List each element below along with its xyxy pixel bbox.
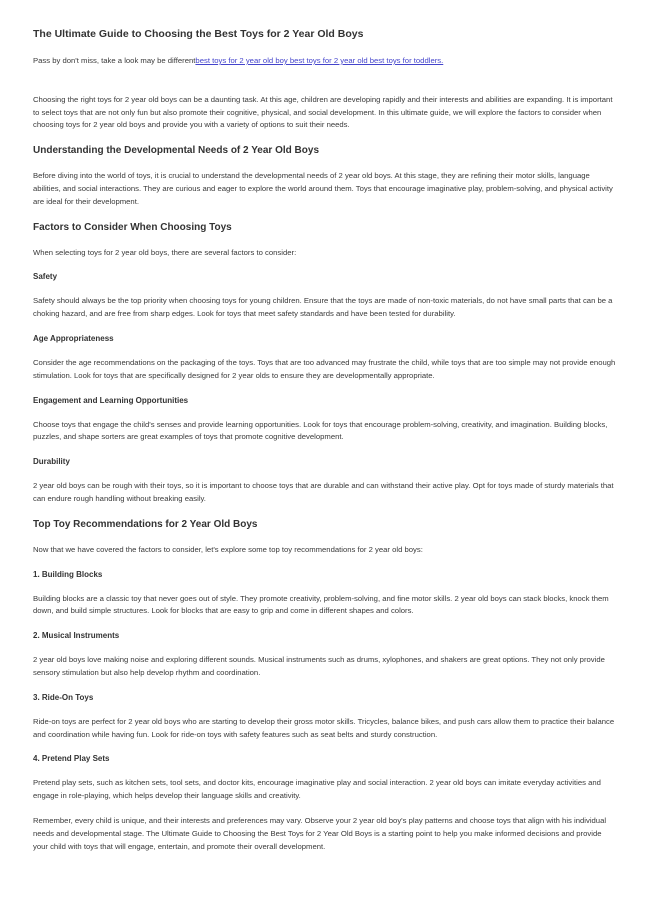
paragraph: Building blocks are a classic toy that never goes out of style. They promote creativity, problem-solving, and fine motor skills. 2 year old boys can stack blocks, knock them down, and build simple structures. Look for blocks that are easy to grip and come in different shapes and colors. bbox=[33, 593, 609, 616]
subsection-heading: 3. Ride-On Toys bbox=[33, 692, 94, 702]
paragraph: Before diving into the world of toys, it is crucial to understand the developmental needs of 2 year old boys. At this stage, they are refining their motor skills, language abilities, and social interactions. They are curious and eager to explore the world around them. Toys that encourage imaginative play, problem-solving, and physical activity are ideal for their development. bbox=[33, 171, 613, 206]
section-heading: Top Toy Recommendations for 2 Year Old Boys bbox=[33, 518, 258, 530]
section-heading: Understanding the Developmental Needs of 2 Year Old Boys bbox=[33, 145, 320, 157]
subsection-heading: Safety bbox=[33, 272, 58, 282]
paragraph: Ride-on toys are perfect for 2 year old boys who are starting to develop their gross motor skills. Tricycles, balance bikes, and push cars allow them to practice their balance and coordination while having fun. Look for ride-on toys with safety features such as seat belts and sturdy construction. bbox=[33, 716, 615, 739]
subsection-heading: Age Appropriateness bbox=[33, 333, 114, 343]
subsection-heading: 2. Musical Instruments bbox=[33, 631, 120, 641]
paragraph: Pretend play sets, such as kitchen sets, tool sets, and doctor kits, encourage imaginative play and social interaction. 2 year old boys can imitate everyday activities and engage in role-playing, which helps develop their language skills and creativity. bbox=[33, 778, 601, 801]
intro-text: Pass by don't miss, take a look may be different bbox=[33, 56, 196, 65]
paragraph: Remember, every child is unique, and their interests and preferences may vary. Observe your 2 year old boy's play patterns and choose toys that align with his individual needs and developmental stage. The Ultimate Guide to Choosing the Best Toys for 2 Year Old Boys is a starting point to help you make informed decisions and provide your child with toys that will engage, entertain, and promote their overall development. bbox=[33, 815, 607, 851]
subsection-heading: 1. Building Blocks bbox=[33, 569, 103, 579]
paragraph: Safety should always be the top priority when choosing toys for young children. Ensure that the toys are made of non-toxic materials, do not have small parts that can be a choking hazard, and are free from sharp edges. Look for toys that meet safety standards and have been tested for durability. bbox=[33, 296, 613, 319]
intro-line bbox=[33, 55, 617, 68]
paragraph: Choosing the right toys for 2 year old boys can be a daunting task. At this age, children are developing rapidly and their interests and abilities are expanding. It is important to select toys that are not only fun but also promote their cognitive, physical, and social development. In this ultimate guide, we will explore the factors to consider when choosing toys for 2 year old boys and provide you with a variety of options to suit their needs. bbox=[33, 94, 613, 130]
subsection-heading: 4. Pretend Play Sets bbox=[33, 754, 110, 764]
document-body bbox=[33, 94, 617, 854]
paragraph: Consider the age recommendations on the packaging of the toys. Toys that are too advanced may frustrate the child, while toys that are too simple may not provide enough stimulation. Look for toys that are specifically designed for 2 year olds to ensure they are developmentally appropriate. bbox=[33, 357, 616, 380]
paragraph: When selecting toys for 2 year old boys, there are several factors to consider: bbox=[33, 247, 297, 257]
paragraph: 2 year old boys love making noise and exploring different sounds. Musical instruments such as drums, xylophones, and shakers are great options. They not only provide sensory stimulation but also help develop rhythm and coordination. bbox=[33, 655, 605, 677]
paragraph: 2 year old boys can be rough with their toys, so it is important to choose toys that are durable and can withstand their active play. Opt for toys made of sturdy materials that can endure rough handling without breaking easily. bbox=[33, 481, 614, 503]
subsection-heading: Engagement and Learning Opportunities bbox=[33, 395, 189, 405]
subsection-heading: Durability bbox=[33, 457, 70, 467]
article-title: The Ultimate Guide to Choosing the Best Toys for 2 Year Old Boys bbox=[33, 28, 364, 40]
paragraph: Now that we have covered the factors to consider, let's explore some top toy recommendations for 2 year old boys: bbox=[33, 544, 423, 554]
intro-link[interactable]: best toys for 2 year old boy best toys for 2 year old best toys for toddlers. bbox=[195, 56, 444, 65]
paragraph: Choose toys that engage the child's senses and provide learning opportunities. Look for toys that encourage problem-solving, creativity, and imagination. Building blocks, puzzles, and shape sorters are great examples of toys that promote cognitive development. bbox=[33, 419, 608, 442]
section-heading: Factors to Consider When Choosing Toys bbox=[33, 221, 232, 233]
